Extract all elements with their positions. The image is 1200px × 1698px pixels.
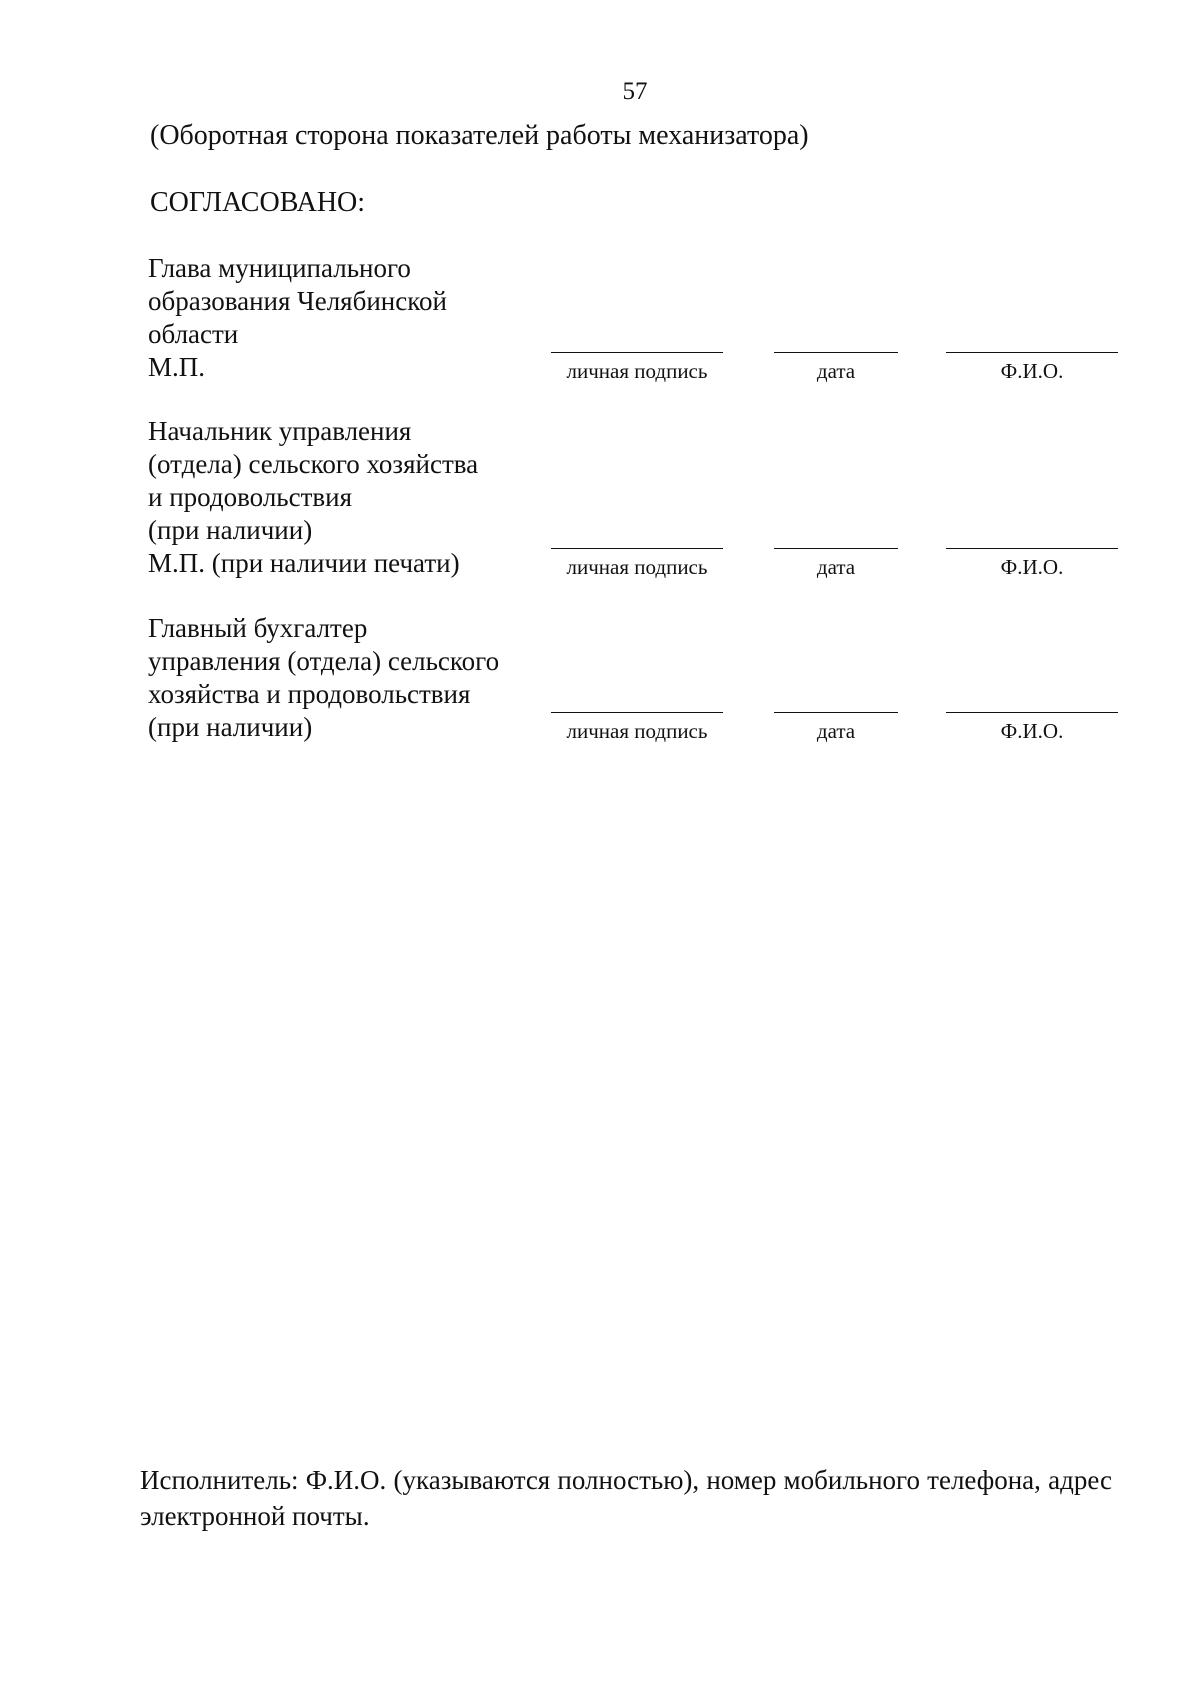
- title-line: Начальник управления: [148, 416, 412, 446]
- name-caption: Ф.И.О.: [1000, 719, 1064, 743]
- executor-note: Исполнитель: Ф.И.О. (указываются полностью), номер мобильного телефона, адрес электронной почты.: [140, 1465, 1112, 1531]
- date-field: [774, 712, 898, 744]
- date-line: [774, 712, 898, 713]
- signature-field: [551, 352, 723, 384]
- signature-line: [551, 352, 723, 353]
- approved-heading: СОГЛАСОВАНО:: [150, 187, 366, 218]
- name-line: [946, 352, 1118, 353]
- title-line: (при наличии): [148, 712, 313, 742]
- signature-block-head-of-agriculture-department: [148, 418, 1128, 580]
- signature-line: [551, 548, 723, 549]
- title-line: хозяйства и продовольствия: [148, 679, 471, 709]
- page-subtitle: (Оборотная сторона показателей работы механизатора): [150, 120, 809, 151]
- name-field: [946, 548, 1118, 580]
- date-line: [774, 352, 898, 353]
- date-caption: дата: [816, 555, 856, 579]
- title-line: Глава муниципального: [148, 253, 411, 283]
- signature-caption: личная подпись: [566, 719, 708, 743]
- date-field: [774, 352, 898, 384]
- title-line: (отдела) сельского хозяйства: [148, 449, 479, 479]
- name-line: [946, 548, 1118, 549]
- date-line: [774, 548, 898, 549]
- page-number: 57: [622, 78, 648, 105]
- signature-block-title: [148, 252, 447, 384]
- title-line: (при наличии): [148, 515, 313, 545]
- date-caption: дата: [816, 359, 856, 383]
- signature-block-chief-accountant: [148, 614, 1128, 744]
- signature-block-title: [148, 415, 478, 580]
- name-field: [946, 712, 1118, 744]
- title-line: М.П. (при наличии печати): [148, 548, 460, 578]
- name-caption: Ф.И.О.: [1000, 555, 1064, 579]
- date-field: [774, 548, 898, 580]
- signature-caption: личная подпись: [566, 359, 708, 383]
- title-line: образования Челябинской: [148, 286, 447, 316]
- name-caption: Ф.И.О.: [1000, 359, 1064, 383]
- signature-field: [551, 548, 723, 580]
- name-line: [946, 712, 1118, 713]
- signature-block-head-of-municipality: [148, 254, 1128, 384]
- title-line: области: [148, 319, 239, 349]
- signature-line: [551, 712, 723, 713]
- title-line: управления (отдела) сельского: [148, 646, 500, 676]
- signature-field: [551, 712, 723, 744]
- title-line: и продовольствия: [148, 482, 353, 512]
- signature-caption: личная подпись: [566, 555, 708, 579]
- title-line: Главный бухгалтер: [148, 613, 368, 643]
- title-line: М.П.: [148, 352, 206, 382]
- name-field: [946, 352, 1118, 384]
- signature-block-title: [148, 612, 499, 744]
- date-caption: дата: [816, 719, 856, 743]
